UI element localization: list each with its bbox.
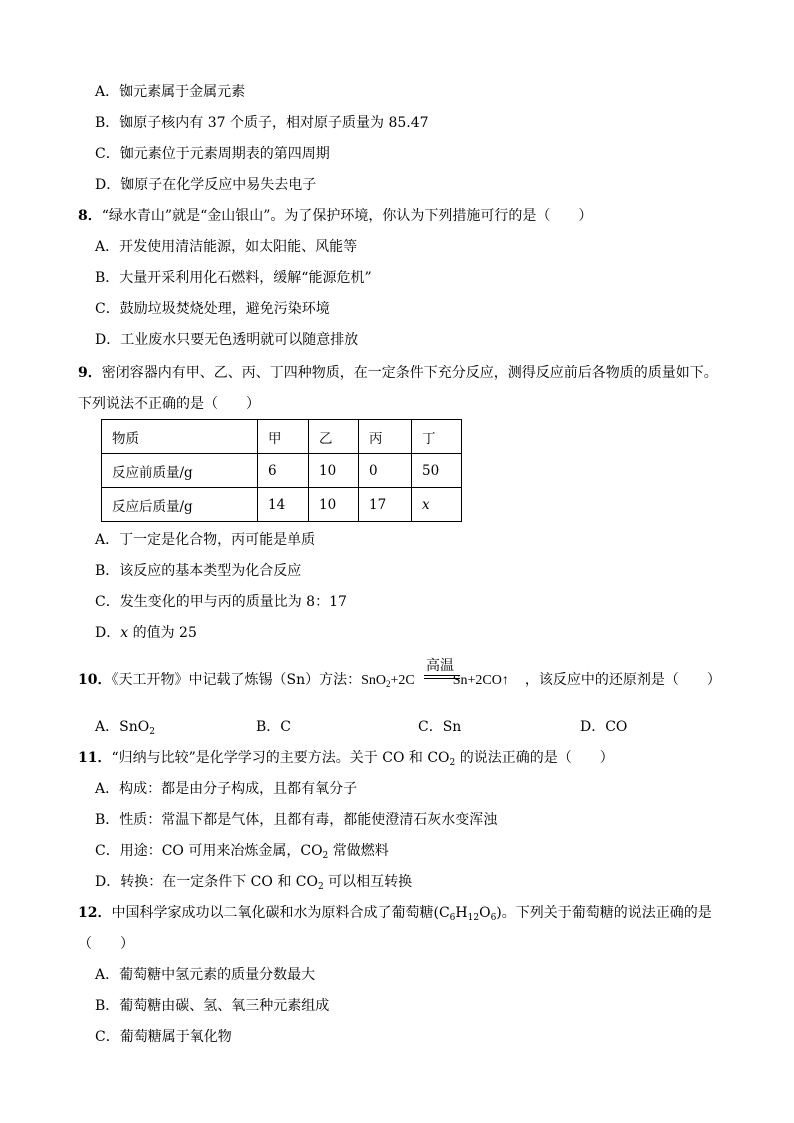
q11-option-c-text1: C．用途：CO 可用来冶炼金属，CO bbox=[95, 843, 323, 859]
q9-stem-line2: 下列说法不正确的是（ ） bbox=[78, 396, 260, 412]
q9-option-a: A．丁一定是化合物，丙可能是单质 bbox=[95, 532, 316, 548]
q12-number: 12． bbox=[78, 905, 112, 921]
q11-option-d-text2: 可以相互转换 bbox=[323, 874, 413, 890]
table-cell: 物质 bbox=[102, 420, 258, 454]
q10-option-b: B．C bbox=[256, 719, 291, 735]
q12-stem-line2: （ ） bbox=[78, 936, 134, 952]
table-header-row bbox=[102, 420, 462, 454]
q9-option-d-prefix: D． bbox=[95, 625, 121, 641]
q7-option-c: C．铷元素位于元素周期表的第四周期 bbox=[95, 146, 330, 162]
q10-stem-pre: 《天工开物》中记载了炼锡（Sn）方法： bbox=[111, 672, 362, 688]
table-cell: 50 bbox=[412, 454, 462, 488]
table-cell: 6 bbox=[258, 454, 309, 488]
reaction-condition: 高温 bbox=[426, 658, 454, 674]
q12-option-a: A．葡萄糖中氢元素的质量分数最大 bbox=[95, 967, 316, 983]
eq-left-text2: +2C bbox=[390, 673, 415, 688]
formula-sub: 6 bbox=[490, 913, 497, 923]
q8-option-a: A．开发使用清洁能源，如太阳能、风能等 bbox=[95, 239, 358, 255]
equals-bar-bottom bbox=[424, 678, 460, 679]
q9-stem-line1 bbox=[78, 364, 718, 382]
q11-option-b: B．性质：常温下都是气体，且都有毒，都能使澄清石灰水变浑浊 bbox=[95, 812, 498, 828]
q9-option-c: C．发生变化的甲与丙的质量比为 8：17 bbox=[95, 594, 347, 610]
table-cell: 10 bbox=[309, 454, 359, 488]
equals-bar-top bbox=[424, 675, 460, 676]
q7-option-b: B．铷原子核内有 37 个质子，相对原子质量为 85.47 bbox=[95, 115, 429, 131]
q7-option-d: D．铷原子在化学反应中易失去电子 bbox=[95, 177, 317, 193]
q10-stem bbox=[78, 671, 721, 690]
table-row bbox=[102, 488, 462, 522]
variable-x: x bbox=[120, 625, 129, 641]
q8-stem bbox=[78, 207, 592, 225]
q10-option-c: C．Sn bbox=[418, 719, 462, 735]
q10-option-a-text: A．SnO bbox=[95, 719, 150, 735]
q8-stem-text: “绿水青山”就是“金山银山”。为了保护环境，你认为下列措施可行的是（ ） bbox=[101, 208, 593, 224]
q11-option-c bbox=[95, 842, 389, 860]
q11-option-d bbox=[95, 873, 412, 891]
q10-option-a bbox=[95, 718, 155, 736]
q10-option-a-sub: 2 bbox=[149, 727, 155, 737]
formula-sub: 6 bbox=[449, 913, 456, 923]
q9-option-d-text: 的值为 25 bbox=[128, 625, 197, 641]
table-cell: 17 bbox=[359, 488, 412, 522]
q8-option-d: D．工业废水只要无色透明就可以随意排放 bbox=[95, 332, 359, 348]
q11-option-c-text2: 常做燃料 bbox=[328, 843, 389, 859]
eq-left-sub: 2 bbox=[386, 679, 391, 689]
q9-number: 9． bbox=[78, 365, 102, 381]
table-cell: 乙 bbox=[309, 420, 359, 454]
equation-left bbox=[361, 673, 415, 688]
q10-option-d: D．CO bbox=[580, 719, 628, 735]
q10-stem-post: ，该反应中的还原剂是（ ） bbox=[524, 672, 721, 688]
q8-number: 8． bbox=[78, 208, 102, 224]
q9-stem-text1: 密闭容器内有甲、乙、丙、丁四种物质，在一定条件下充分反应，测得反应前后各物质的质量如下。 bbox=[101, 365, 718, 381]
table-cell: x bbox=[412, 488, 462, 522]
formula-o: O bbox=[479, 905, 491, 921]
table-cell: 10 bbox=[309, 488, 359, 522]
table-cell: 14 bbox=[258, 488, 309, 522]
q12-stem-text2: )。下列关于葡萄糖的说法正确的是 bbox=[496, 905, 712, 921]
q9-option-b: B．该反应的基本类型为化合反应 bbox=[95, 563, 302, 579]
table-cell: 丁 bbox=[412, 420, 462, 454]
q8-option-b: B．大量开采利用化石燃料，缓解“能源危机” bbox=[95, 270, 372, 286]
table-cell: 甲 bbox=[258, 420, 309, 454]
q12-stem-line1 bbox=[78, 904, 712, 922]
q11-stem-sub: 2 bbox=[449, 758, 456, 768]
q10-number: 10． bbox=[78, 672, 112, 688]
q11-option-c-sub: 2 bbox=[322, 851, 329, 861]
q12-option-b: B．葡萄糖由碳、氢、氧三种元素组成 bbox=[95, 998, 330, 1014]
q8-option-c: C．鼓励垃圾焚烧处理，避免污染环境 bbox=[95, 301, 330, 317]
q11-number: 11． bbox=[78, 750, 112, 766]
table-row bbox=[102, 454, 462, 488]
mass-table bbox=[101, 419, 462, 522]
table-cell: 反应后质量/g bbox=[102, 488, 258, 522]
q11-option-d-sub: 2 bbox=[317, 882, 324, 892]
q11-option-a: A．构成：都是由分子构成，且都有氧分子 bbox=[95, 781, 358, 797]
table-cell: 反应前质量/g bbox=[102, 454, 258, 488]
eq-left-text: SnO bbox=[361, 673, 386, 688]
table-cell: 丙 bbox=[359, 420, 412, 454]
q7-option-a: A．铷元素属于金属元素 bbox=[95, 84, 246, 100]
q11-stem-text1: “归纳与比较”是化学学习的主要方法。关于 CO 和 CO bbox=[111, 750, 450, 766]
formula-sub: 12 bbox=[467, 913, 480, 923]
q11-option-d-text1: D．转换：在一定条件下 CO 和 CO bbox=[95, 874, 318, 890]
table-cell: 0 bbox=[359, 454, 412, 488]
q12-stem-text1: 中国科学家成功以二氧化碳和水为原料合成了葡萄糖(C bbox=[111, 905, 450, 921]
equation-right: Sn+2CO↑ bbox=[452, 673, 509, 688]
q12-option-c: C．葡萄糖属于氧化物 bbox=[95, 1029, 232, 1045]
q11-stem-text2: 的说法正确的是（ ） bbox=[455, 750, 614, 766]
formula-h: H bbox=[455, 905, 468, 921]
q9-option-d bbox=[95, 624, 197, 642]
q11-stem bbox=[78, 749, 614, 767]
